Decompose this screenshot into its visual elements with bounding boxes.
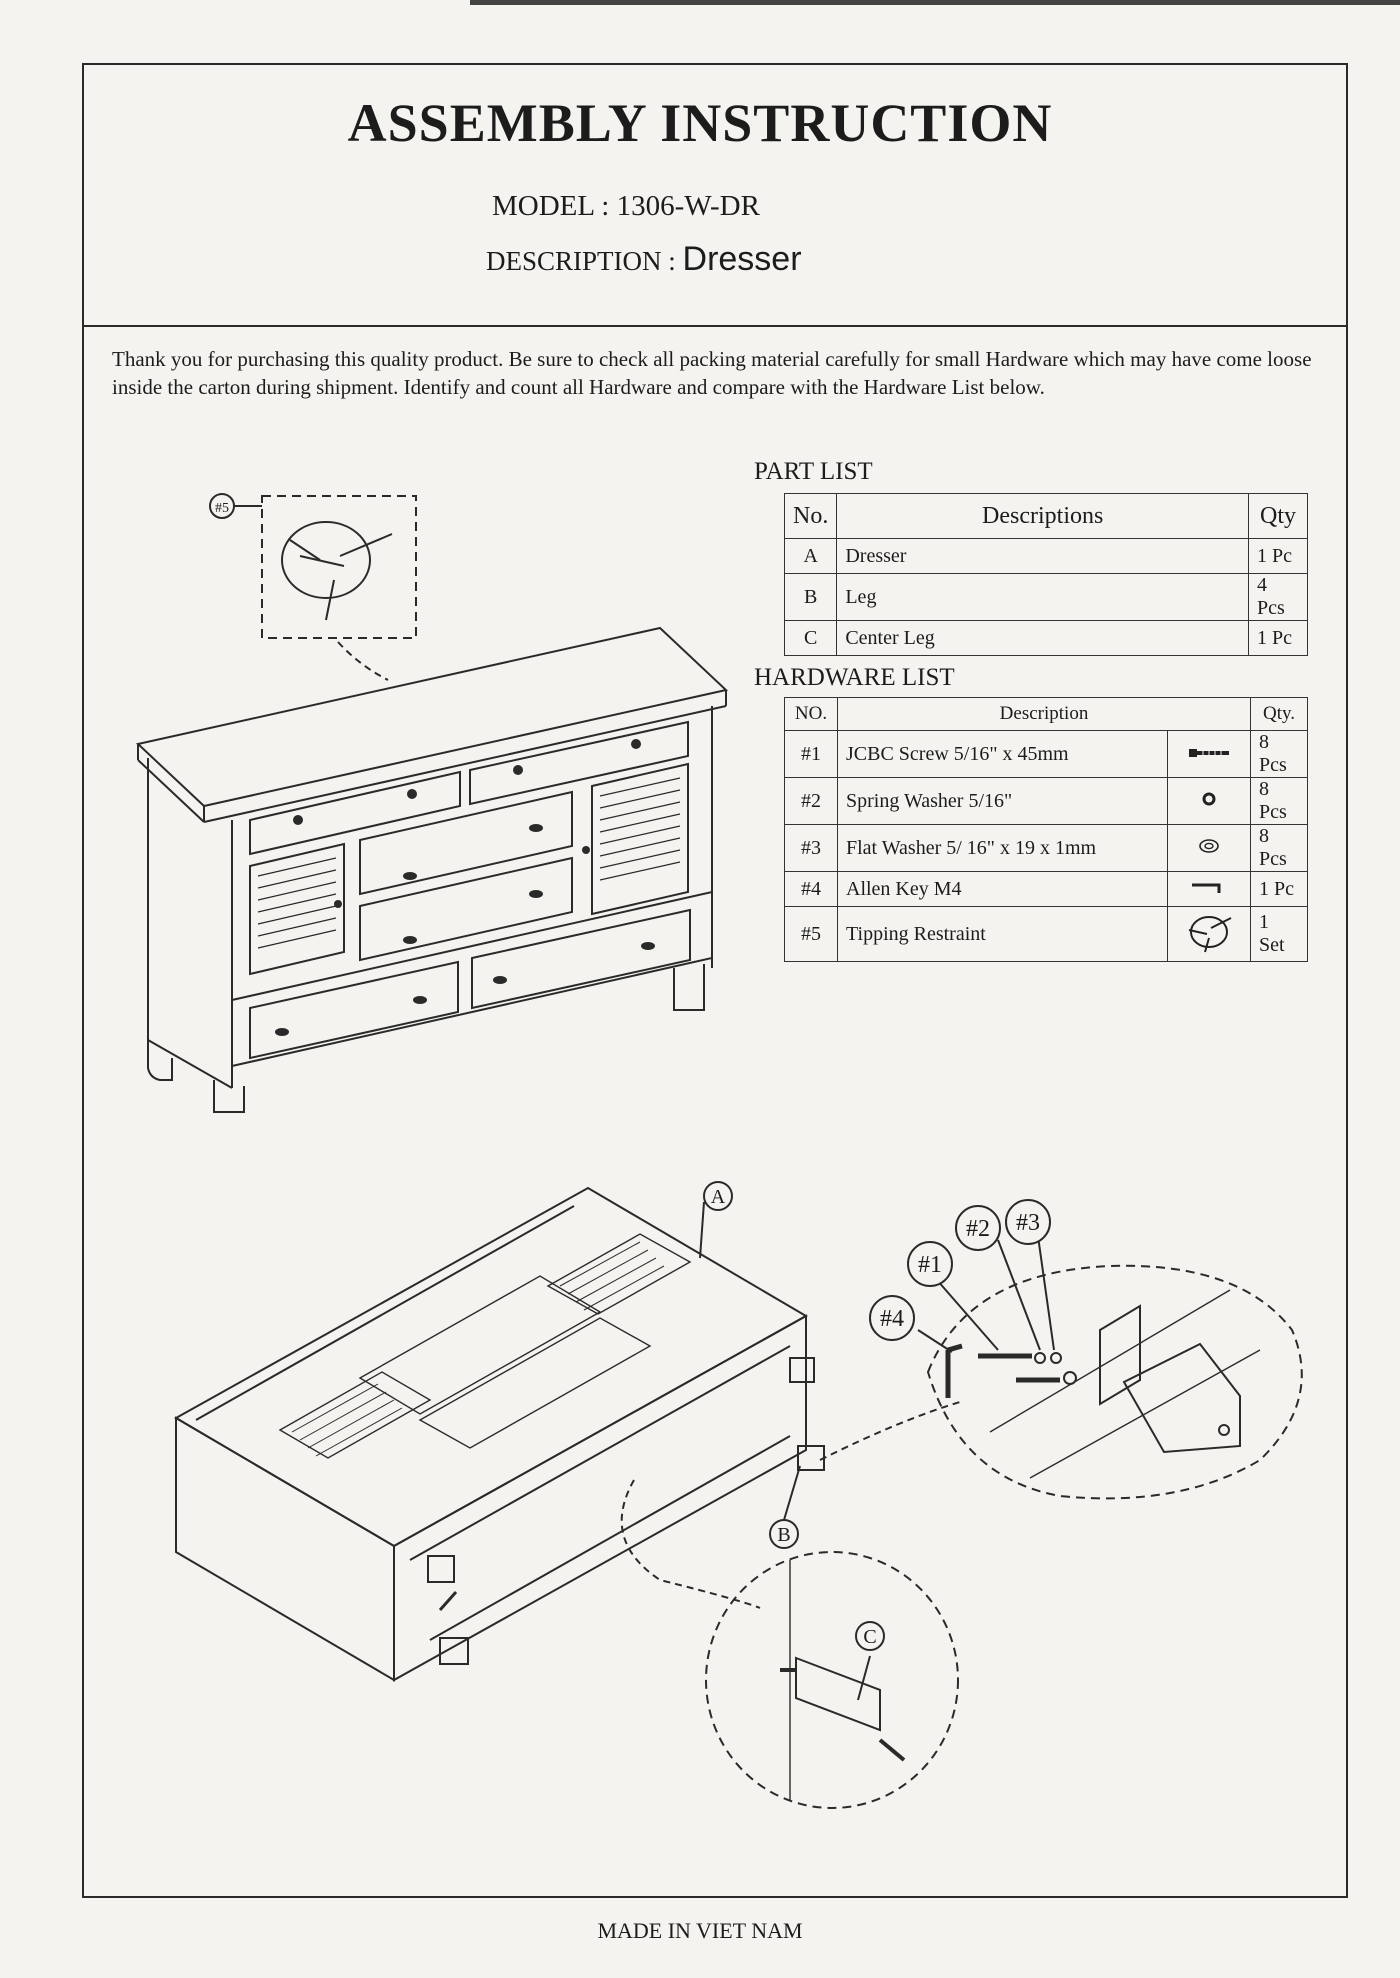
page-title: ASSEMBLY INSTRUCTION [347,93,1053,153]
hw-qty: 8 Pcs [1251,778,1308,825]
description-value: Dresser [682,240,802,278]
part-desc: Leg [837,574,1249,621]
hw-no: #5 [785,907,838,962]
hw-qty: 1 Set [1251,907,1308,962]
part-qty: 1 Pc [1249,539,1308,574]
hw-col-qty: Qty. [1251,698,1308,731]
hw-no: #4 [785,872,838,907]
part-no: A [785,539,837,574]
part-desc: Dresser [837,539,1249,574]
footer-made-in: MADE IN VIET NAM [597,1918,803,1943]
part-list-title: PART LIST [754,458,873,485]
center-leg-detail [706,1552,958,1808]
model-value: 1306-W-DR [616,190,760,222]
hw-no: #3 [785,825,838,872]
hw-desc: Spring Washer 5/16" [838,778,1168,825]
hw-desc: Flat Washer 5/ 16" x 19 x 1mm [838,825,1168,872]
hw-qty: 8 Pcs [1251,825,1308,872]
hardware-list-title: HARDWARE LIST [754,664,955,691]
leg-attachment-detail [870,1200,1302,1498]
callout-c: C [863,1626,877,1648]
callout-allen-key: #4 [880,1306,904,1332]
callout-flat-washer: #3 [1016,1210,1040,1236]
hw-qty: 1 Pc [1251,872,1308,907]
callout-restraint: #5 [215,501,229,516]
hw-desc: JCBC Screw 5/16" x 45mm [838,731,1168,778]
callout-spring-washer: #2 [966,1216,990,1242]
part-desc: Center Leg [837,621,1249,656]
hw-no: #1 [785,731,838,778]
hw-qty: 8 Pcs [1251,731,1308,778]
hw-desc: Tipping Restraint [838,907,1168,962]
description-label: DESCRIPTION : [486,246,676,276]
callout-b: B [777,1524,791,1546]
dresser-assembly-illustration [176,1182,960,1680]
part-qty: 1 Pc [1249,621,1308,656]
part-qty: 4 Pcs [1249,574,1308,621]
hw-col-no: NO. [785,698,838,731]
tipping-restraint-inset [210,494,416,680]
intro-paragraph: Thank you for purchasing this quality product. Be sure to check all packing material carefully for small Hardware which may have come loose inside the carton during shipment. Identify and count all Hardware and compare with the Hardware List below. [112,347,1312,399]
dresser-front-illustration [138,628,726,1112]
part-no: B [785,574,837,621]
part-col-no: No. [785,494,837,539]
part-col-qty: Qty [1249,494,1308,539]
hw-desc: Allen Key M4 [838,872,1168,907]
model-label: MODEL : [492,190,610,222]
part-no: C [785,621,837,656]
callout-screw: #1 [918,1252,942,1278]
callout-a: A [710,1186,726,1208]
hw-col-desc: Description [838,698,1251,731]
hw-no: #2 [785,778,838,825]
part-col-desc: Descriptions [837,494,1249,539]
